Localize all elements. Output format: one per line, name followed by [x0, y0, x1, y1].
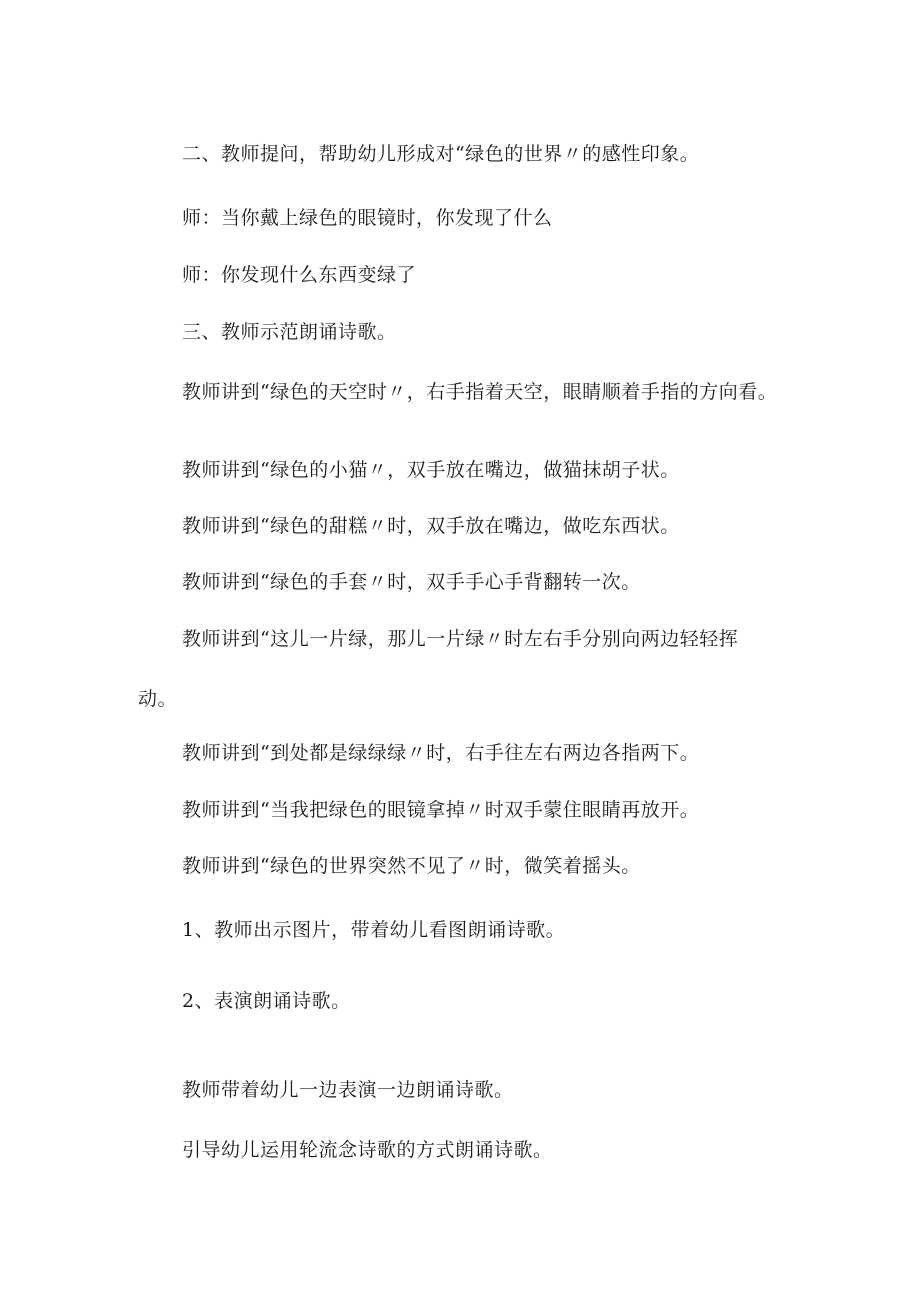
paragraph-here-and-there-continued: 动。 [138, 688, 178, 710]
paragraph-step-2: 2、表演朗诵诗歌。 [182, 990, 351, 1012]
paragraph-section-two-heading: 二、教师提问，帮助幼儿形成对“绿色的世界〃的感性印象。 [182, 143, 700, 165]
paragraph-world-disappears: 教师讲到“绿色的世界突然不见了〃时，微笑着摇头。 [182, 855, 641, 877]
paragraph-here-and-there: 教师讲到“这儿一片绿，那儿一片绿〃时左右手分别向两边轻轻挥 [182, 628, 739, 650]
paragraph-section-three-heading: 三、教师示范朗诵诗歌。 [182, 321, 397, 343]
paragraph-take-turns: 引导幼儿运用轮流念诗歌的方式朗诵诗歌。 [182, 1139, 553, 1161]
paragraph-green-sky: 教师讲到“绿色的天空时〃，右手指着天空，眼睛顺着手指的方向看。 [182, 381, 778, 403]
paragraph-step-1: 1、教师出示图片，带着幼儿看图朗诵诗歌。 [182, 919, 566, 941]
paragraph-teacher-question-1: 师：当你戴上绿色的眼镜时，你发现了什么 [182, 207, 553, 229]
paragraph-remove-glasses: 教师讲到“当我把绿色的眼镜拿掉〃时双手蒙住眼睛再放开。 [182, 799, 700, 821]
paragraph-everywhere-green: 教师讲到“到处都是绿绿绿〃时，右手往左右两边各指两下。 [182, 742, 700, 764]
paragraph-green-cake: 教师讲到“绿色的甜糕〃时，双手放在嘴边，做吃东西状。 [182, 515, 680, 537]
paragraph-teacher-question-2: 师：你发现什么东西变绿了 [182, 264, 417, 286]
paragraph-perform-recite: 教师带着幼儿一边表演一边朗诵诗歌。 [182, 1079, 514, 1101]
paragraph-green-gloves: 教师讲到“绿色的手套〃时，双手手心手背翻转一次。 [182, 571, 641, 593]
paragraph-green-cat: 教师讲到“绿色的小猫〃，双手放在嘴边，做猫抹胡子状。 [182, 459, 680, 481]
